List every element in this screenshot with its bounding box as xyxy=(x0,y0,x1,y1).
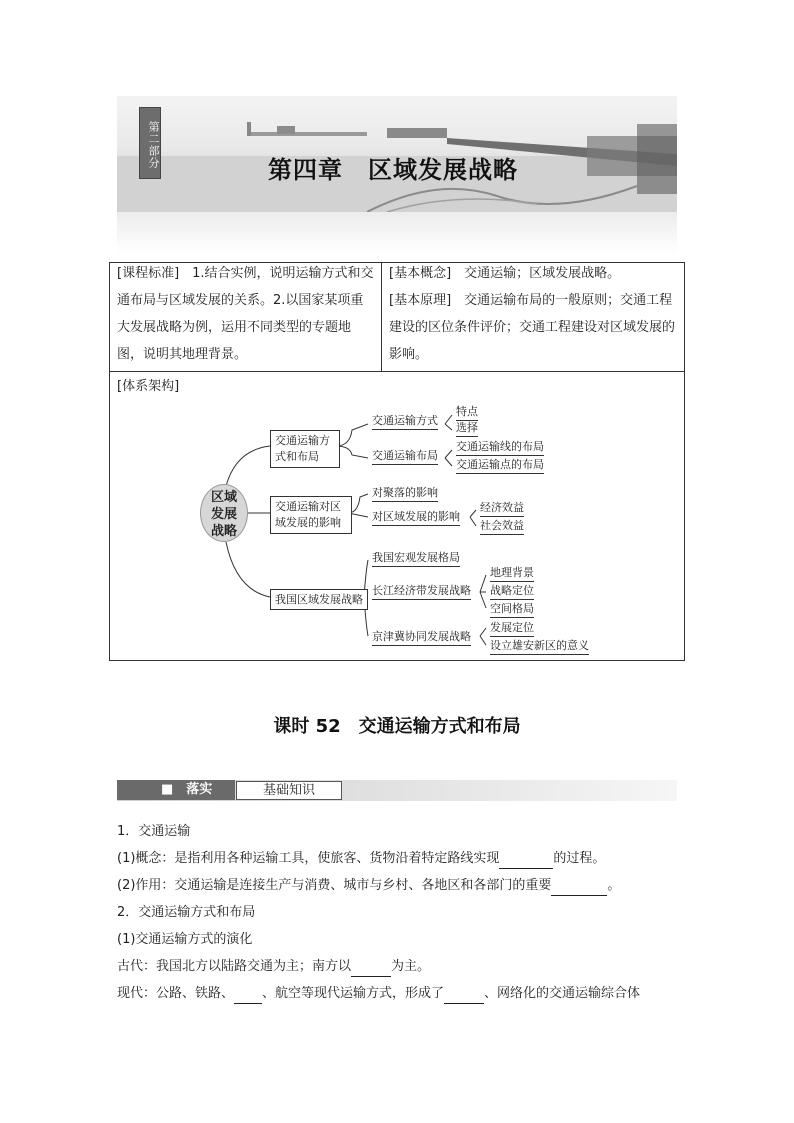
node-transport-layout: 交通运输布局 xyxy=(372,448,438,465)
chapter-title: 第四章 区域发展战略 xyxy=(268,156,518,184)
node-geo-background: 地理背景 xyxy=(490,565,534,582)
paragraph-ancient xyxy=(117,957,430,977)
architecture-label: [体系架构] xyxy=(117,379,180,394)
node-economic-benefit: 经济效益 xyxy=(480,500,524,517)
paragraph-modern xyxy=(117,984,640,1004)
heading-modes-layout: 2．交通运输方式和布局 xyxy=(117,905,256,920)
text: 古代：我国北方以陆路交通为主；南方以 xyxy=(117,959,352,974)
section-subtitle: 基础知识 xyxy=(236,781,342,800)
blank-3[interactable] xyxy=(351,962,391,977)
text: (1)概念：是指利用各种运输工具，使旅客、货物沿着特定路线实现 xyxy=(117,851,500,866)
paragraph-role xyxy=(117,876,620,896)
branch-transport-impact: 交通运输对区域发展的影响 xyxy=(270,496,352,534)
node-line-layout: 交通运输线的布局 xyxy=(456,439,544,456)
node-xiongan-significance: 设立雄安新区的意义 xyxy=(490,638,589,655)
section-tag-label: ■ 落实 xyxy=(161,782,213,797)
node-transport-modes: 交通运输方式 xyxy=(372,413,438,430)
node-regional-impact: 对区域发展的影响 xyxy=(372,509,460,526)
lesson-title: 课时 52 交通运输方式和布局 xyxy=(273,716,521,737)
text: 为主。 xyxy=(391,959,431,974)
heading-transport: 1．交通运输 xyxy=(117,824,191,839)
part-tag: 第二部分 xyxy=(139,107,161,179)
blank-5[interactable] xyxy=(444,989,484,1004)
text: 。 xyxy=(607,878,621,893)
node-settlement-impact: 对聚落的影响 xyxy=(372,485,438,502)
node-point-layout: 交通运输点的布局 xyxy=(456,457,544,474)
branch-regional-strategy: 我国区域发展战略 xyxy=(270,589,368,610)
node-macro-pattern: 我国宏观发展格局 xyxy=(372,550,460,567)
node-features: 特点 xyxy=(456,404,478,421)
text: 现代：公路、铁路、 xyxy=(117,986,235,1001)
blank-4[interactable] xyxy=(234,989,262,1004)
blank-2[interactable] xyxy=(551,881,607,896)
node-dev-position: 发展定位 xyxy=(490,620,534,637)
blank-1[interactable] xyxy=(499,854,553,869)
text: 的过程。 xyxy=(553,851,606,866)
node-social-benefit: 社会效益 xyxy=(480,518,524,535)
text: 、网络化的交通运输综合体 xyxy=(484,986,641,1001)
basic-principle: [基本原理] 交通运输布局的一般原则；交通工程建设的区位条件评价；交通工程建设对区域发展的影响。 xyxy=(389,293,676,362)
node-selection: 选择 xyxy=(456,420,478,437)
paragraph-concept xyxy=(117,849,605,869)
subheading-evolution: (1)交通运输方式的演化 xyxy=(117,932,253,947)
hub-label: 区域发展战略 xyxy=(210,490,237,539)
section-tag xyxy=(117,780,235,800)
branch-transport-modes-layout: 交通运输方式和布局 xyxy=(270,430,340,468)
text: 、航空等现代运输方式，形成了 xyxy=(262,986,445,1001)
node-yangtze-strategy: 长江经济带发展战略 xyxy=(372,583,471,600)
mindmap-hub xyxy=(200,484,248,542)
text: (2)作用：交通运输是连接生产与消费、城市与乡村、各地区和各部门的重要 xyxy=(117,878,552,893)
node-spatial-pattern: 空间格局 xyxy=(490,601,534,618)
node-jjj-strategy: 京津冀协同发展战略 xyxy=(372,629,471,646)
curriculum-standard: [课程标准] 1.结合实例，说明运输方式和交通布局与区域发展的关系。2.以国家某项重大发展战略为例，运用不同类型的专题地图，说明其地理背景。 xyxy=(117,266,374,362)
node-strategic-position: 战略定位 xyxy=(490,583,534,600)
basic-concept: [基本概念] 交通运输；区域发展战略。 xyxy=(389,266,621,281)
